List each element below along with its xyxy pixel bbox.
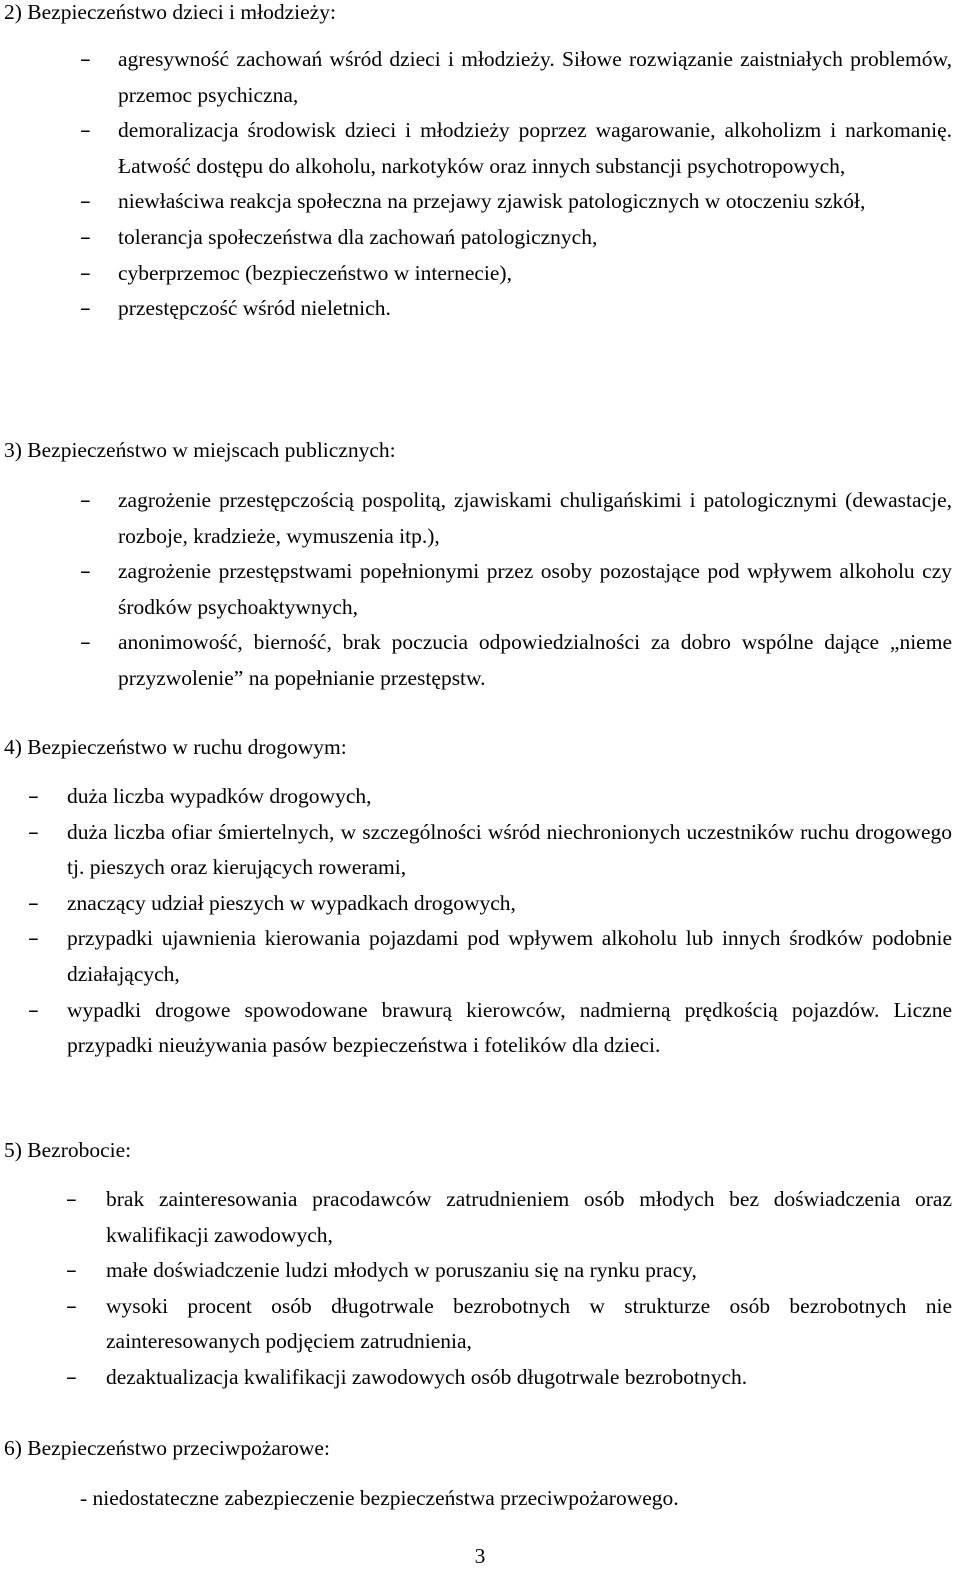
list-item: – przestępczość wśród nieletnich.	[80, 291, 952, 327]
section-heading-2: 2) Bezpieczeństwo dzieci i młodzieży:	[4, 0, 336, 24]
dash-icon: –	[66, 1187, 77, 1212]
list-item: – zagrożenie przestępczością pospolitą, zjawiskami chuligańskimi i patologicznymi (dewastacje, rozboje, kradzieże, wymuszenia itp.),	[80, 483, 952, 554]
dash-icon: –	[80, 118, 91, 144]
section-heading-3: 3) Bezpieczeństwo w miejscach publicznych:	[4, 438, 396, 462]
list-item: – demoralizacja środowisk dzieci i młodzieży poprzez wagarowanie, alkoholizm i narkomanię. Łatwość dostępu do alkoholu, narkotyków oraz innych substancji psychotropowych,	[80, 113, 952, 184]
list-item: – dezaktualizacja kwalifikacji zawodowych osób długotrwale bezrobotnych.	[66, 1360, 952, 1396]
list-item: – anonimowość, bierność, brak poczucia odpowiedzialności za dobro wspólne dające „nieme przyzwolenie” na popełnianie przestępstw.	[80, 625, 952, 696]
section-heading-5: 5) Bezrobocie:	[4, 1138, 132, 1162]
dash-icon: –	[28, 926, 39, 952]
dash-icon: –	[28, 784, 39, 809]
section-line-6: - niedostateczne zabezpieczenie bezpieczeństwa przeciwpożarowego.	[80, 1486, 679, 1510]
dash-icon: –	[66, 1258, 77, 1284]
dash-icon: –	[80, 630, 91, 656]
dash-icon: –	[80, 559, 91, 585]
section-list-2	[80, 42, 952, 327]
list-item: – cyberprzemoc (bezpieczeństwo w internecie),	[80, 256, 952, 292]
dash-icon: –	[66, 1364, 77, 1390]
list-item: – niewłaściwa reakcja społeczna na przejawy zjawisk patologicznych w otoczeniu szkół,	[80, 184, 952, 220]
section-heading-4: 4) Bezpieczeństwo w ruchu drogowym:	[4, 735, 347, 759]
section-list-5	[66, 1182, 952, 1396]
dash-icon: –	[80, 224, 91, 250]
list-item: – zagrożenie przestępstwami popełnionymi przez osoby pozostające pod wpływem alkoholu czy środków psychoaktywnych,	[80, 554, 952, 625]
dash-icon: –	[66, 1293, 77, 1319]
section-list-4	[28, 779, 952, 1064]
list-item: – duża liczba wypadków drogowych,	[28, 779, 952, 815]
list-item: – wypadki drogowe spowodowane brawurą kierowców, nadmierną prędkością pojazdów. Liczne przypadki nieużywania pasów bezpieczeństwa i fotelików dla dzieci.	[28, 993, 952, 1064]
list-item: – brak zainteresowania pracodawców zatrudnieniem osób młodych bez doświadczenia oraz kwalifikacji zawodowych,	[66, 1182, 952, 1253]
dash-icon: –	[80, 260, 91, 286]
list-item: – małe doświadczenie ludzi młodych w poruszaniu się na rynku pracy,	[66, 1253, 952, 1289]
page-number: 3	[474, 1544, 486, 1568]
list-item: – duża liczba ofiar śmiertelnych, w szczególności wśród niechronionych uczestników ruchu drogowego tj. pieszych oraz kierujących rowerami,	[28, 815, 952, 886]
list-item: – tolerancja społeczeństwa dla zachowań patologicznych,	[80, 220, 952, 256]
section-list-3	[80, 483, 952, 697]
dash-icon: –	[28, 890, 39, 916]
list-item: – wysoki procent osób długotrwale bezrobotnych w strukturze osób bezrobotnych nie zainteresowanych podjęciem zatrudnienia,	[66, 1289, 952, 1360]
dash-icon: –	[80, 296, 91, 322]
dash-icon: –	[80, 47, 91, 72]
dash-icon: –	[80, 189, 91, 215]
dash-icon: –	[28, 997, 39, 1023]
section-heading-6: 6) Bezpieczeństwo przeciwpożarowe:	[4, 1436, 330, 1460]
list-item: – przypadki ujawnienia kierowania pojazdami pod wpływem alkoholu lub innych środków podobnie działających,	[28, 921, 952, 992]
dash-icon: –	[80, 488, 91, 513]
list-item: – znaczący udział pieszych w wypadkach drogowych,	[28, 886, 952, 922]
dash-icon: –	[28, 819, 39, 845]
list-item: – agresywność zachowań wśród dzieci i młodzieży. Siłowe rozwiązanie zaistniałych problemów, przemoc psychiczna,	[80, 42, 952, 113]
